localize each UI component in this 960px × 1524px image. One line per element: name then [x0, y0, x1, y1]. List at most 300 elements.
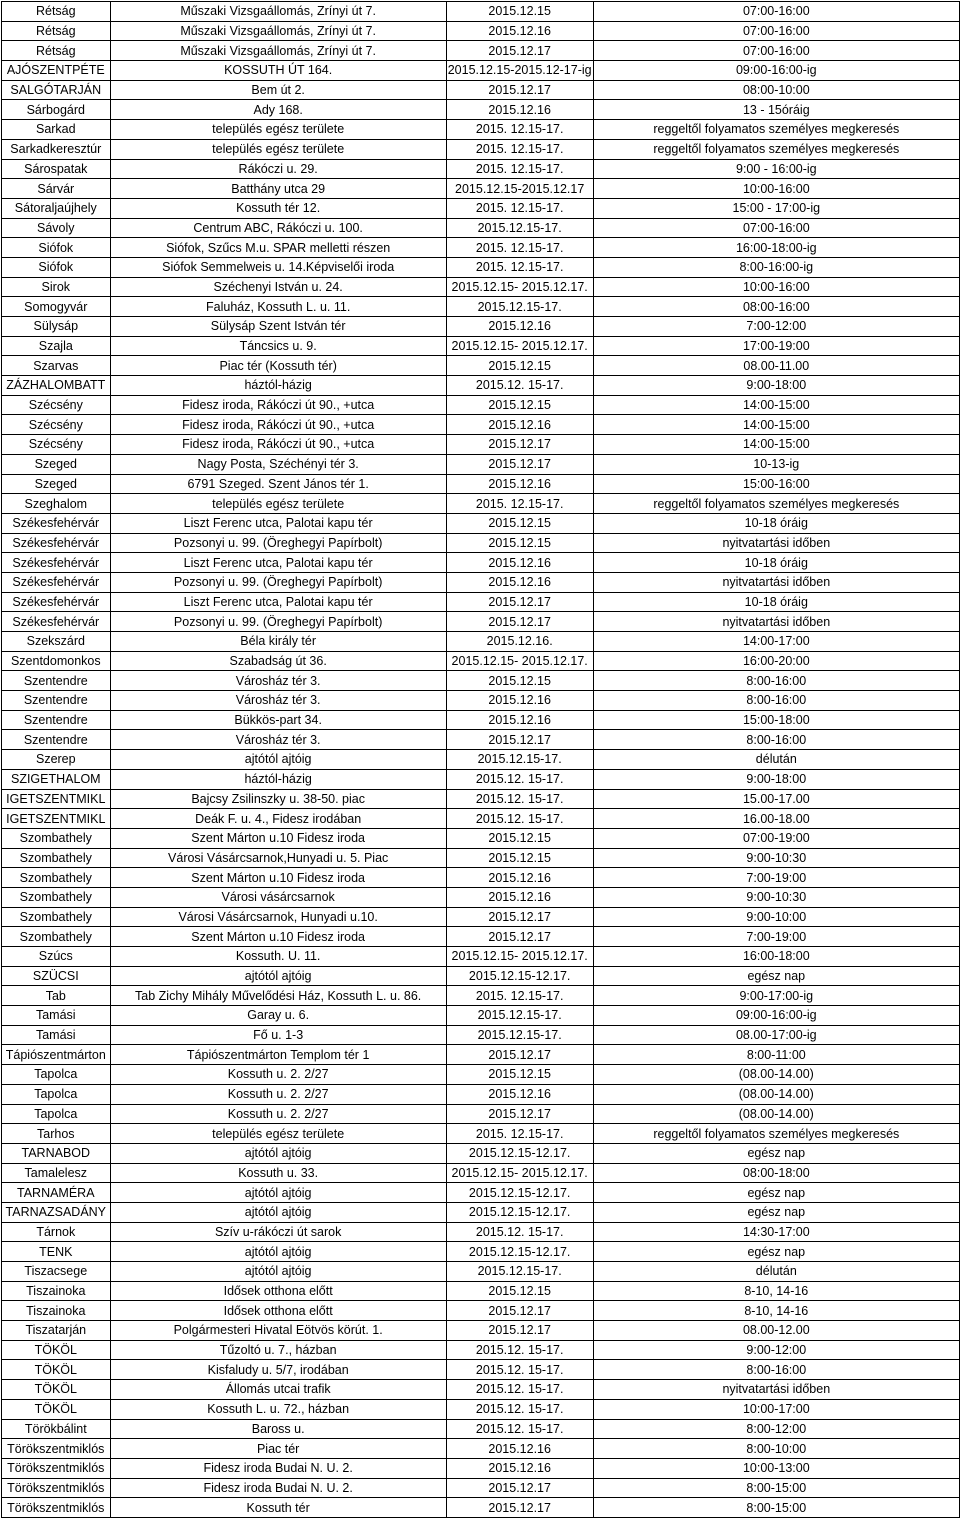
table-row [2, 198, 960, 218]
location-cell: Tűzoltó u. 7., házban [110, 1340, 446, 1360]
location-cell: Szív u-rákóczi út sarok [110, 1222, 446, 1242]
time-cell: reggeltől folyamatos személyes megkeresés [593, 1124, 959, 1144]
time-cell: 16:00-18:00-ig [593, 238, 959, 258]
location-cell: háztól-házig [110, 376, 446, 396]
date-cell: 2015.12.17 [446, 41, 593, 61]
table-row [2, 1439, 960, 1459]
location-cell: Faluház, Kossuth L. u. 11. [110, 297, 446, 317]
settlement-cell: TÖKÖL [2, 1380, 111, 1400]
location-cell: Garay u. 6. [110, 1006, 446, 1026]
settlement-cell: Sátoraljaújhely [2, 198, 111, 218]
time-cell: nyitvatartási időben [593, 1380, 959, 1400]
settlement-cell: Tiszainoka [2, 1301, 111, 1321]
table-row [2, 887, 960, 907]
date-cell: 2015.12. 15-17. [446, 809, 593, 829]
time-cell: 08.00-17:00-ig [593, 1025, 959, 1045]
settlement-cell: Tiszatarján [2, 1321, 111, 1341]
table-row [2, 868, 960, 888]
date-cell: 2015.12.15-2015.12-17-ig [446, 61, 593, 81]
location-cell: Bem út 2. [110, 80, 446, 100]
schedule-table [1, 1, 960, 1518]
location-cell: Tápiószentmárton Templom tér 1 [110, 1045, 446, 1065]
location-cell: Fidesz iroda, Rákóczi út 90., +utca [110, 415, 446, 435]
time-cell: (08.00-14.00) [593, 1104, 959, 1124]
table-row [2, 238, 960, 258]
time-cell: 8:00-16:00 [593, 691, 959, 711]
time-cell: reggeltől folyamatos személyes megkeresés [593, 139, 959, 159]
time-cell: 7:00-19:00 [593, 927, 959, 947]
time-cell: 08.00-12.00 [593, 1321, 959, 1341]
settlement-cell: Sávoly [2, 218, 111, 238]
date-cell: 2015.12.16 [446, 691, 593, 711]
date-cell: 2015.12.15-2015.12.17 [446, 179, 593, 199]
settlement-cell: Szécsény [2, 435, 111, 455]
settlement-cell: Tamalelesz [2, 1163, 111, 1183]
time-cell: 08.00-11.00 [593, 356, 959, 376]
table-row [2, 179, 960, 199]
location-cell: Szent Márton u.10 Fidesz iroda [110, 868, 446, 888]
settlement-cell: Tab [2, 986, 111, 1006]
date-cell: 2015.12.15 [446, 828, 593, 848]
table-row [2, 395, 960, 415]
time-cell: 08:00-10:00 [593, 80, 959, 100]
settlement-cell: Székesfehérvár [2, 612, 111, 632]
table-row [2, 828, 960, 848]
time-cell: 15:00-18:00 [593, 710, 959, 730]
location-cell: Városház tér 3. [110, 671, 446, 691]
table-row [2, 218, 960, 238]
time-cell: délután [593, 1262, 959, 1282]
location-cell: Piac tér [110, 1439, 446, 1459]
location-cell: ajtótól ajtóig [110, 1183, 446, 1203]
table-row [2, 1065, 960, 1085]
date-cell: 2015.12.15-17. [446, 297, 593, 317]
time-cell: 07:00-16:00 [593, 218, 959, 238]
time-cell: 10:00-16:00 [593, 277, 959, 297]
location-cell: Fidesz iroda, Rákóczi út 90., +utca [110, 395, 446, 415]
settlement-cell: Somogyvár [2, 297, 111, 317]
table-row [2, 454, 960, 474]
table-row [2, 435, 960, 455]
date-cell: 2015.12. 15-17. [446, 376, 593, 396]
date-cell: 2015.12.17 [446, 592, 593, 612]
date-cell: 2015.12.16 [446, 100, 593, 120]
table-row [2, 139, 960, 159]
time-cell: 8-10, 14-16 [593, 1301, 959, 1321]
settlement-cell: Rétság [2, 21, 111, 41]
time-cell: 17:00-19:00 [593, 336, 959, 356]
table-row [2, 1202, 960, 1222]
date-cell: 2015.12. 15-17. [446, 1360, 593, 1380]
date-cell: 2015.12.15 [446, 2, 593, 22]
time-cell: 9:00-12:00 [593, 1340, 959, 1360]
date-cell: 2015.12.17 [446, 1045, 593, 1065]
location-cell: Városi Vásárcsarnok,Hunyadi u. 5. Piac [110, 848, 446, 868]
date-cell: 2015. 12.15-17. [446, 1124, 593, 1144]
date-cell: 2015.12.16 [446, 474, 593, 494]
settlement-cell: Szentdomonkos [2, 651, 111, 671]
time-cell: 10-18 óráig [593, 553, 959, 573]
location-cell: település egész területe [110, 494, 446, 514]
settlement-cell: Tiszacsege [2, 1262, 111, 1282]
settlement-cell: Szarvas [2, 356, 111, 376]
settlement-cell: Szombathely [2, 887, 111, 907]
time-cell: 07:00-16:00 [593, 41, 959, 61]
location-cell: Baross u. [110, 1419, 446, 1439]
time-cell: 10:00-13:00 [593, 1458, 959, 1478]
location-cell: Városi Vásárcsarnok, Hunyadi u.10. [110, 907, 446, 927]
location-cell: 6791 Szeged. Szent János tér 1. [110, 474, 446, 494]
location-cell: Bajcsy Zsilinszky u. 38-50. piac [110, 789, 446, 809]
settlement-cell: Tapolca [2, 1065, 111, 1085]
settlement-cell: TARNABOD [2, 1143, 111, 1163]
location-cell: Városi vásárcsarnok [110, 887, 446, 907]
time-cell: nyitvatartási időben [593, 572, 959, 592]
settlement-cell: Sárvár [2, 179, 111, 199]
location-cell: Kossuth u. 2. 2/27 [110, 1084, 446, 1104]
table-row [2, 927, 960, 947]
date-cell: 2015.12.15 [446, 395, 593, 415]
location-cell: KOSSUTH ÚT 164. [110, 61, 446, 81]
date-cell: 2015.12.17 [446, 1104, 593, 1124]
date-cell: 2015.12.15 [446, 1065, 593, 1085]
date-cell: 2015.12.15- 2015.12.17. [446, 651, 593, 671]
location-cell: Pozsonyi u. 99. (Öreghegyi Papírbolt) [110, 612, 446, 632]
table-row [2, 356, 960, 376]
time-cell: 09:00-16:00-ig [593, 1006, 959, 1026]
location-cell: Kossuth. U. 11. [110, 947, 446, 967]
date-cell: 2015.12.15-12.17. [446, 1242, 593, 1262]
time-cell: 10-18 óráig [593, 592, 959, 612]
date-cell: 2015.12.15 [446, 848, 593, 868]
table-row [2, 376, 960, 396]
location-cell: Batthány utca 29 [110, 179, 446, 199]
location-cell: Műszaki Vizsgaállomás, Zrínyi út 7. [110, 2, 446, 22]
table-row [2, 1419, 960, 1439]
table-row [2, 513, 960, 533]
table-row [2, 691, 960, 711]
date-cell: 2015. 12.15-17. [446, 120, 593, 140]
location-cell: ajtótól ajtóig [110, 1202, 446, 1222]
location-cell: Fidesz iroda Budai N. U. 2. [110, 1478, 446, 1498]
time-cell: nyitvatartási időben [593, 612, 959, 632]
settlement-cell: TENK [2, 1242, 111, 1262]
settlement-cell: Rétság [2, 2, 111, 22]
location-cell: Tab Zichy Mihály Művelődési Ház, Kossuth L. u. 86. [110, 986, 446, 1006]
time-cell: 8:00-16:00 [593, 1360, 959, 1380]
date-cell: 2015.12.17 [446, 80, 593, 100]
table-row [2, 494, 960, 514]
table-row [2, 336, 960, 356]
date-cell: 2015.12. 15-17. [446, 1340, 593, 1360]
location-cell: Rákóczi u. 29. [110, 159, 446, 179]
settlement-cell: ZÁZHALOMBATT [2, 376, 111, 396]
table-row [2, 671, 960, 691]
settlement-cell: Siófok [2, 238, 111, 258]
location-cell: Kisfaludy u. 5/7, irodában [110, 1360, 446, 1380]
settlement-cell: IGETSZENTMIKL [2, 789, 111, 809]
table-row [2, 1104, 960, 1124]
settlement-cell: Szombathely [2, 927, 111, 947]
location-cell: település egész területe [110, 139, 446, 159]
table-row [2, 572, 960, 592]
table-row [2, 1498, 960, 1518]
location-cell: Idősek otthona előtt [110, 1301, 446, 1321]
time-cell: 08:00-16:00 [593, 297, 959, 317]
time-cell: 10-13-ig [593, 454, 959, 474]
settlement-cell: Sülysáp [2, 317, 111, 337]
time-cell: egész nap [593, 966, 959, 986]
settlement-cell: Sárospatak [2, 159, 111, 179]
time-cell: 13 - 15óráig [593, 100, 959, 120]
location-cell: Városház tér 3. [110, 730, 446, 750]
settlement-cell: Tápiószentmárton [2, 1045, 111, 1065]
date-cell: 2015.12.15- 2015.12.17. [446, 336, 593, 356]
table-row [2, 1321, 960, 1341]
time-cell: 14:00-17:00 [593, 632, 959, 652]
date-cell: 2015.12.15-17. [446, 1025, 593, 1045]
time-cell: 9:00-18:00 [593, 376, 959, 396]
table-row [2, 297, 960, 317]
settlement-cell: Szécsény [2, 415, 111, 435]
settlement-cell: Szombathely [2, 828, 111, 848]
table-row [2, 986, 960, 1006]
date-cell: 2015.12. 15-17. [446, 1380, 593, 1400]
settlement-cell: Siófok [2, 257, 111, 277]
date-cell: 2015.12.15-17. [446, 750, 593, 770]
time-cell: egész nap [593, 1183, 959, 1203]
date-cell: 2015.12.16 [446, 317, 593, 337]
location-cell: Liszt Ferenc utca, Palotai kapu tér [110, 592, 446, 612]
time-cell: egész nap [593, 1242, 959, 1262]
time-cell: 14:30-17:00 [593, 1222, 959, 1242]
time-cell: reggeltől folyamatos személyes megkeresés [593, 494, 959, 514]
location-cell: Idősek otthona előtt [110, 1281, 446, 1301]
time-cell: 9:00-10:30 [593, 887, 959, 907]
date-cell: 2015.12. 15-17. [446, 1419, 593, 1439]
date-cell: 2015.12.17 [446, 1321, 593, 1341]
table-row [2, 769, 960, 789]
settlement-cell: Székesfehérvár [2, 533, 111, 553]
time-cell: 14:00-15:00 [593, 435, 959, 455]
date-cell: 2015.12.16 [446, 572, 593, 592]
date-cell: 2015. 12.15-17. [446, 198, 593, 218]
time-cell: 10:00-17:00 [593, 1399, 959, 1419]
table-row [2, 750, 960, 770]
time-cell: 9:00-17:00-ig [593, 986, 959, 1006]
settlement-cell: Törökszentmiklós [2, 1458, 111, 1478]
location-cell: Széchenyi István u. 24. [110, 277, 446, 297]
settlement-cell: Szombathely [2, 907, 111, 927]
table-row [2, 1478, 960, 1498]
time-cell: 07:00-16:00 [593, 2, 959, 22]
time-cell: 16.00-18.00 [593, 809, 959, 829]
date-cell: 2015.12.16 [446, 1084, 593, 1104]
date-cell: 2015.12.15-17. [446, 218, 593, 238]
table-row [2, 632, 960, 652]
date-cell: 2015.12.15-12.17. [446, 1143, 593, 1163]
settlement-cell: IGETSZENTMIKL [2, 809, 111, 829]
time-cell: 07:00-16:00 [593, 21, 959, 41]
time-cell: 16:00-18:00 [593, 947, 959, 967]
settlement-cell: AJÓSZENTPÉTE [2, 61, 111, 81]
table-row [2, 1340, 960, 1360]
settlement-cell: Szeged [2, 454, 111, 474]
time-cell: 14:00-15:00 [593, 415, 959, 435]
date-cell: 2015.12.17 [446, 454, 593, 474]
time-cell: egész nap [593, 1202, 959, 1222]
time-cell: 8:00-11:00 [593, 1045, 959, 1065]
table-row [2, 1124, 960, 1144]
table-row [2, 612, 960, 632]
date-cell: 2015.12.15 [446, 356, 593, 376]
time-cell: nyitvatartási időben [593, 533, 959, 553]
time-cell: délután [593, 750, 959, 770]
location-cell: Műszaki Vizsgaállomás, Zrínyi út 7. [110, 41, 446, 61]
date-cell: 2015.12.16 [446, 868, 593, 888]
settlement-cell: TÖKÖL [2, 1340, 111, 1360]
settlement-cell: Törökszentmiklós [2, 1439, 111, 1459]
date-cell: 2015. 12.15-17. [446, 238, 593, 258]
table-row [2, 1301, 960, 1321]
date-cell: 2015.12.17 [446, 612, 593, 632]
table-row [2, 1143, 960, 1163]
time-cell: 09:00-16:00-ig [593, 61, 959, 81]
date-cell: 2015.12.16. [446, 632, 593, 652]
location-cell: Béla király tér [110, 632, 446, 652]
date-cell: 2015. 12.15-17. [446, 986, 593, 1006]
settlement-cell: Szentendre [2, 730, 111, 750]
settlement-cell: Sarkadkeresztúr [2, 139, 111, 159]
date-cell: 2015.12.15 [446, 513, 593, 533]
location-cell: Szent Márton u.10 Fidesz iroda [110, 828, 446, 848]
time-cell: 8:00-15:00 [593, 1478, 959, 1498]
settlement-cell: Szombathely [2, 848, 111, 868]
settlement-cell: SZÜCSI [2, 966, 111, 986]
settlement-cell: Szentendre [2, 671, 111, 691]
table-row [2, 1025, 960, 1045]
settlement-cell: Szeged [2, 474, 111, 494]
date-cell: 2015.12.17 [446, 1478, 593, 1498]
location-cell: Liszt Ferenc utca, Palotai kapu tér [110, 553, 446, 573]
date-cell: 2015. 12.15-17. [446, 159, 593, 179]
table-row [2, 2, 960, 22]
location-cell: ajtótól ajtóig [110, 1262, 446, 1282]
settlement-cell: Sirok [2, 277, 111, 297]
table-row [2, 1163, 960, 1183]
date-cell: 2015. 12.15-17. [446, 494, 593, 514]
time-cell: 7:00-12:00 [593, 317, 959, 337]
date-cell: 2015. 12.15-17. [446, 257, 593, 277]
table-row [2, 80, 960, 100]
date-cell: 2015.12.15-12.17. [446, 1183, 593, 1203]
location-cell: Városház tér 3. [110, 691, 446, 711]
table-row [2, 789, 960, 809]
settlement-cell: Szentendre [2, 710, 111, 730]
table-row [2, 474, 960, 494]
time-cell: egész nap [593, 1143, 959, 1163]
table-row [2, 61, 960, 81]
location-cell: Sülysáp Szent István tér [110, 317, 446, 337]
settlement-cell: Székesfehérvár [2, 592, 111, 612]
table-row [2, 120, 960, 140]
date-cell: 2015.12.15-12.17. [446, 966, 593, 986]
location-cell: ajtótól ajtóig [110, 1242, 446, 1262]
settlement-cell: Szerep [2, 750, 111, 770]
location-cell: Kossuth u. 2. 2/27 [110, 1104, 446, 1124]
location-cell: Pozsonyi u. 99. (Öreghegyi Papírbolt) [110, 533, 446, 553]
table-row [2, 257, 960, 277]
time-cell: 9:00 - 16:00-ig [593, 159, 959, 179]
date-cell: 2015.12.16 [446, 710, 593, 730]
location-cell: Fidesz iroda, Rákóczi út 90., +utca [110, 435, 446, 455]
settlement-cell: TARNAMÉRA [2, 1183, 111, 1203]
table-row [2, 415, 960, 435]
time-cell: 15.00-17.00 [593, 789, 959, 809]
date-cell: 2015.12.17 [446, 907, 593, 927]
table-row [2, 710, 960, 730]
table-row [2, 41, 960, 61]
date-cell: 2015.12. 15-17. [446, 769, 593, 789]
table-row [2, 159, 960, 179]
time-cell: 08:00-18:00 [593, 1163, 959, 1183]
table-row [2, 592, 960, 612]
settlement-cell: Tamási [2, 1025, 111, 1045]
time-cell: (08.00-14.00) [593, 1084, 959, 1104]
settlement-cell: SZIGETHALOM [2, 769, 111, 789]
table-row [2, 907, 960, 927]
settlement-cell: Törökszentmiklós [2, 1478, 111, 1498]
location-cell: Táncsics u. 9. [110, 336, 446, 356]
location-cell: Siófok, Szűcs M.u. SPAR melletti részen [110, 238, 446, 258]
table-row [2, 809, 960, 829]
location-cell: ajtótól ajtóig [110, 966, 446, 986]
table-row [2, 1399, 960, 1419]
settlement-cell: TÖKÖL [2, 1360, 111, 1380]
time-cell: 15:00-16:00 [593, 474, 959, 494]
settlement-cell: Tárnok [2, 1222, 111, 1242]
location-cell: Siófok Semmelweis u. 14.Képviselői iroda [110, 257, 446, 277]
settlement-cell: Szúcs [2, 947, 111, 967]
date-cell: 2015.12. 15-17. [446, 1222, 593, 1242]
table-row [2, 1183, 960, 1203]
date-cell: 2015.12.15 [446, 1281, 593, 1301]
time-cell: (08.00-14.00) [593, 1065, 959, 1085]
table-row [2, 1084, 960, 1104]
table-row [2, 277, 960, 297]
location-cell: Fő u. 1-3 [110, 1025, 446, 1045]
settlement-cell: Sárbogárd [2, 100, 111, 120]
date-cell: 2015.12.15- 2015.12.17. [446, 277, 593, 297]
time-cell: 7:00-19:00 [593, 868, 959, 888]
time-cell: 10-18 óráig [593, 513, 959, 533]
location-cell: település egész területe [110, 1124, 446, 1144]
location-cell: Kossuth L. u. 72., házban [110, 1399, 446, 1419]
location-cell: Deák F. u. 4., Fidesz irodában [110, 809, 446, 829]
time-cell: 14:00-15:00 [593, 395, 959, 415]
table-row [2, 1222, 960, 1242]
table-row [2, 1006, 960, 1026]
location-cell: Fidesz iroda Budai N. U. 2. [110, 1458, 446, 1478]
time-cell: 9:00-18:00 [593, 769, 959, 789]
table-row [2, 100, 960, 120]
date-cell: 2015.12.16 [446, 1458, 593, 1478]
location-cell: település egész területe [110, 120, 446, 140]
settlement-cell: Szécsény [2, 395, 111, 415]
time-cell: 15:00 - 17:00-ig [593, 198, 959, 218]
time-cell: 9:00-10:00 [593, 907, 959, 927]
location-cell: Piac tér (Kossuth tér) [110, 356, 446, 376]
